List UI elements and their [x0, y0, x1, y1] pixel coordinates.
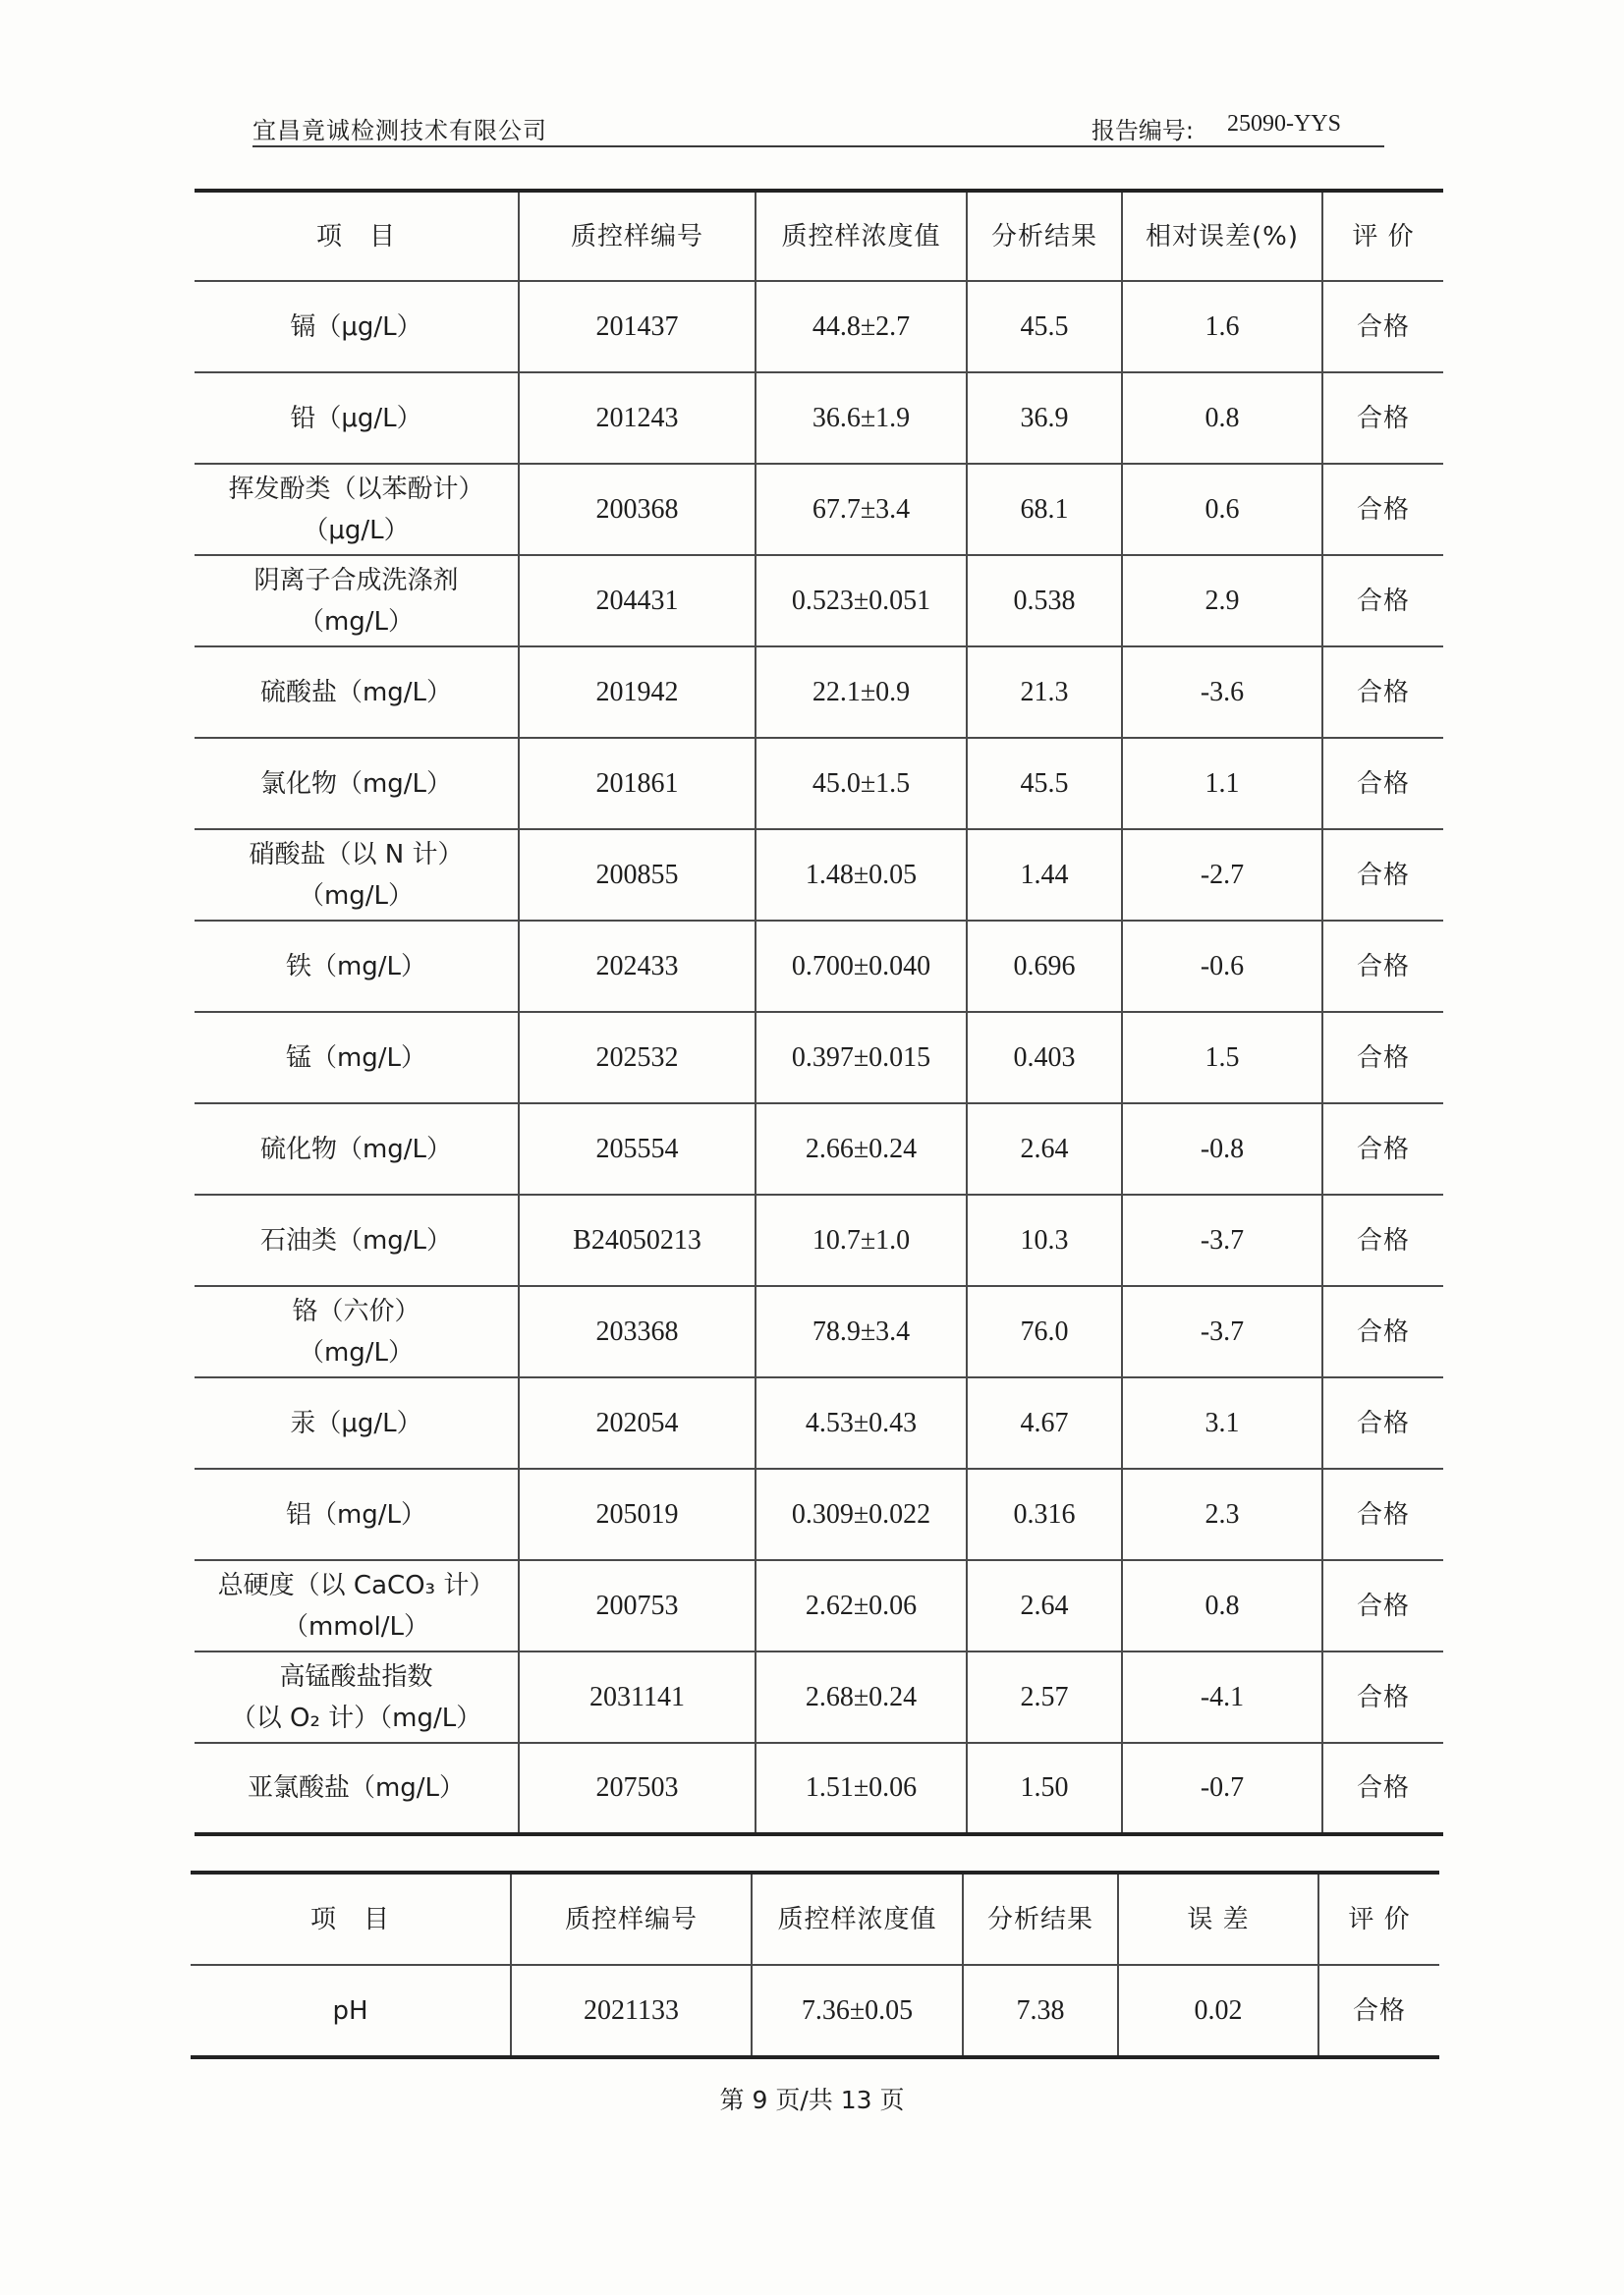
table-row: [195, 464, 1443, 555]
cell-eval: 合格: [1322, 738, 1443, 829]
table-row: [195, 1469, 1443, 1560]
cell-eval: 合格: [1322, 555, 1443, 646]
item-name-line: pH: [332, 1995, 368, 2026]
cell-error: -3.6: [1122, 646, 1322, 738]
item-name-line: 硫酸盐（mg/L）: [259, 677, 453, 707]
item-name-line: 铝（mg/L）: [285, 1499, 427, 1530]
cell-result: 10.3: [967, 1195, 1122, 1286]
cell-result: 21.3: [967, 646, 1122, 738]
item-name-line: 阴离子合成洗涤剂: [253, 565, 459, 595]
column-header-id: 质控样编号: [511, 1873, 752, 1965]
cell-error: 0.8: [1122, 372, 1322, 464]
column-header-eval: 评 价: [1318, 1873, 1439, 1965]
column-header-error: 误 差: [1118, 1873, 1318, 1965]
cell-conc: 78.9±3.4: [756, 1286, 967, 1377]
cell-eval: 合格: [1322, 1377, 1443, 1469]
cell-id: 202433: [519, 921, 756, 1012]
cell-conc: 0.397±0.015: [756, 1012, 967, 1103]
cell-id: 2031141: [519, 1651, 756, 1743]
item-name-line: 镉（μg/L）: [290, 311, 422, 342]
cell-eval: 合格: [1322, 646, 1443, 738]
table-row: [195, 1743, 1443, 1834]
column-header-conc: 质控样浓度值: [756, 191, 967, 281]
cell-eval: 合格: [1322, 921, 1443, 1012]
cell-result: 45.5: [967, 281, 1122, 372]
cell-conc: 67.7±3.4: [756, 464, 967, 555]
cell-id: 202054: [519, 1377, 756, 1469]
item-name-line: 锰（mg/L）: [285, 1042, 427, 1073]
cell-item: [191, 1965, 511, 2057]
table-row: [195, 1286, 1443, 1377]
cell-eval: 合格: [1322, 1469, 1443, 1560]
cell-item: [195, 1012, 519, 1103]
item-name-line: （μg/L）: [303, 515, 410, 545]
cell-conc: 2.62±0.06: [756, 1560, 967, 1651]
table-header-row: [191, 1873, 1439, 1965]
cell-result: 1.44: [967, 829, 1122, 921]
report-number-group: [1092, 111, 1382, 145]
item-name-line: 石油类（mg/L）: [259, 1225, 453, 1256]
cell-error: 0.6: [1122, 464, 1322, 555]
table-row: [191, 1965, 1439, 2057]
item-name-line: 硝酸盐（以 N 计）: [249, 839, 464, 869]
item-name-line: 汞（μg/L）: [290, 1408, 422, 1438]
cell-eval: 合格: [1322, 1286, 1443, 1377]
table-row: [195, 1012, 1443, 1103]
cell-id: 200753: [519, 1560, 756, 1651]
cell-error: 2.9: [1122, 555, 1322, 646]
cell-conc: 2.66±0.24: [756, 1103, 967, 1195]
cell-item: [195, 372, 519, 464]
cell-result: 36.9: [967, 372, 1122, 464]
table-row: [195, 921, 1443, 1012]
item-name-line: 铁（mg/L）: [285, 951, 427, 981]
table-header-row: [195, 191, 1443, 281]
column-header-item: 项 目: [195, 191, 519, 281]
cell-eval: 合格: [1322, 829, 1443, 921]
cell-id: 201942: [519, 646, 756, 738]
column-header-item: 项 目: [191, 1873, 511, 1965]
item-name-line: （mg/L）: [298, 606, 415, 637]
item-name-line: 亚氯酸盐（mg/L）: [247, 1773, 466, 1803]
cell-result: 7.38: [963, 1965, 1118, 2057]
table-row: [195, 1195, 1443, 1286]
cell-result: 76.0: [967, 1286, 1122, 1377]
header-rule: [252, 145, 1384, 147]
cell-result: 2.64: [967, 1560, 1122, 1651]
column-header-result: 分析结果: [967, 191, 1122, 281]
table-row: [195, 1560, 1443, 1651]
table-row: [195, 372, 1443, 464]
column-header-eval: 评 价: [1322, 191, 1443, 281]
cell-error: 0.02: [1118, 1965, 1318, 2057]
company-name: 宜昌竟诚检测技术有限公司: [252, 117, 547, 144]
item-name-line: 高锰酸盐指数: [279, 1661, 433, 1692]
cell-id: 205019: [519, 1469, 756, 1560]
cell-id: 201243: [519, 372, 756, 464]
cell-conc: 1.48±0.05: [756, 829, 967, 921]
cell-eval: 合格: [1322, 281, 1443, 372]
cell-error: 0.8: [1122, 1560, 1322, 1651]
cell-item: [195, 1469, 519, 1560]
cell-item: [195, 1651, 519, 1743]
cell-id: 203368: [519, 1286, 756, 1377]
cell-id: 202532: [519, 1012, 756, 1103]
cell-result: 1.50: [967, 1743, 1122, 1834]
item-name-line: 铅（μg/L）: [290, 403, 422, 433]
cell-result: 0.538: [967, 555, 1122, 646]
column-header-result: 分析结果: [963, 1873, 1118, 1965]
cell-eval: 合格: [1322, 1195, 1443, 1286]
cell-error: 2.3: [1122, 1469, 1322, 1560]
cell-conc: 1.51±0.06: [756, 1743, 967, 1834]
cell-result: 0.696: [967, 921, 1122, 1012]
cell-conc: 4.53±0.43: [756, 1377, 967, 1469]
item-name-line: （mg/L）: [298, 880, 415, 911]
cell-conc: 44.8±2.7: [756, 281, 967, 372]
table-row: [195, 281, 1443, 372]
cell-error: -4.1: [1122, 1651, 1322, 1743]
item-name-line: （mmol/L）: [282, 1611, 430, 1642]
cell-conc: 45.0±1.5: [756, 738, 967, 829]
cell-conc: 22.1±0.9: [756, 646, 967, 738]
qc-table-ph: [191, 1871, 1439, 2059]
item-name-line: （以 O₂ 计）（mg/L）: [230, 1703, 482, 1733]
cell-item: [195, 1286, 519, 1377]
cell-error: -0.6: [1122, 921, 1322, 1012]
cell-item: [195, 1560, 519, 1651]
column-header-error: 相对误差(%): [1122, 191, 1322, 281]
cell-conc: 36.6±1.9: [756, 372, 967, 464]
cell-item: [195, 555, 519, 646]
cell-result: 2.64: [967, 1103, 1122, 1195]
cell-conc: 0.309±0.022: [756, 1469, 967, 1560]
table-row: [195, 1651, 1443, 1743]
cell-conc: 2.68±0.24: [756, 1651, 967, 1743]
item-name-line: 总硬度（以 CaCO₃ 计）: [217, 1570, 495, 1600]
cell-id: 201861: [519, 738, 756, 829]
cell-conc: 0.523±0.051: [756, 555, 967, 646]
cell-item: [195, 829, 519, 921]
cell-conc: 10.7±1.0: [756, 1195, 967, 1286]
cell-eval: 合格: [1322, 1560, 1443, 1651]
cell-id: 204431: [519, 555, 756, 646]
cell-eval: 合格: [1322, 1103, 1443, 1195]
cell-eval: 合格: [1322, 1743, 1443, 1834]
cell-item: [195, 738, 519, 829]
cell-id: 200855: [519, 829, 756, 921]
item-name-line: 挥发酚类（以苯酚计）: [228, 474, 484, 504]
cell-error: 1.6: [1122, 281, 1322, 372]
cell-id: B24050213: [519, 1195, 756, 1286]
cell-eval: 合格: [1322, 1651, 1443, 1743]
cell-result: 0.316: [967, 1469, 1122, 1560]
cell-error: -0.7: [1122, 1743, 1322, 1834]
cell-error: 3.1: [1122, 1377, 1322, 1469]
cell-result: 4.67: [967, 1377, 1122, 1469]
cell-result: 2.57: [967, 1651, 1122, 1743]
cell-id: 201437: [519, 281, 756, 372]
cell-error: -3.7: [1122, 1286, 1322, 1377]
item-name-line: 硫化物（mg/L）: [259, 1134, 453, 1164]
cell-item: [195, 1103, 519, 1195]
cell-id: 2021133: [511, 1965, 752, 2057]
column-header-id: 质控样编号: [519, 191, 756, 281]
cell-item: [195, 1377, 519, 1469]
cell-error: -2.7: [1122, 829, 1322, 921]
item-name-line: 氯化物（mg/L）: [259, 768, 453, 799]
table-row: [195, 1103, 1443, 1195]
cell-error: 1.5: [1122, 1012, 1322, 1103]
cell-id: 200368: [519, 464, 756, 555]
cell-item: [195, 464, 519, 555]
cell-item: [195, 921, 519, 1012]
cell-error: -0.8: [1122, 1103, 1322, 1195]
report-number-label: 报告编号:: [1091, 117, 1194, 144]
cell-id: 205554: [519, 1103, 756, 1195]
cell-error: -3.7: [1122, 1195, 1322, 1286]
cell-eval: 合格: [1322, 372, 1443, 464]
item-name-line: 铬（六价）: [292, 1296, 420, 1326]
cell-result: 45.5: [967, 738, 1122, 829]
table-row: [195, 738, 1443, 829]
qc-table-main: [195, 189, 1443, 1836]
table-row: [195, 829, 1443, 921]
cell-id: 207503: [519, 1743, 756, 1834]
report-number: 25090-YYS: [1226, 111, 1341, 137]
cell-item: [195, 281, 519, 372]
cell-eval: 合格: [1322, 1012, 1443, 1103]
column-header-conc: 质控样浓度值: [752, 1873, 963, 1965]
cell-item: [195, 646, 519, 738]
cell-eval: 合格: [1322, 464, 1443, 555]
cell-result: 0.403: [967, 1012, 1122, 1103]
cell-conc: 0.700±0.040: [756, 921, 967, 1012]
cell-conc: 7.36±0.05: [752, 1965, 963, 2057]
table-row: [195, 1377, 1443, 1469]
cell-item: [195, 1743, 519, 1834]
cell-item: [195, 1195, 519, 1286]
page-number: 第 9 页/共 13 页: [719, 2086, 905, 2114]
table-row: [195, 646, 1443, 738]
cell-result: 68.1: [967, 464, 1122, 555]
cell-eval: 合格: [1318, 1965, 1439, 2057]
page-header: [252, 106, 1382, 145]
cell-error: 1.1: [1122, 738, 1322, 829]
table-row: [195, 555, 1443, 646]
item-name-line: （mg/L）: [298, 1337, 415, 1368]
